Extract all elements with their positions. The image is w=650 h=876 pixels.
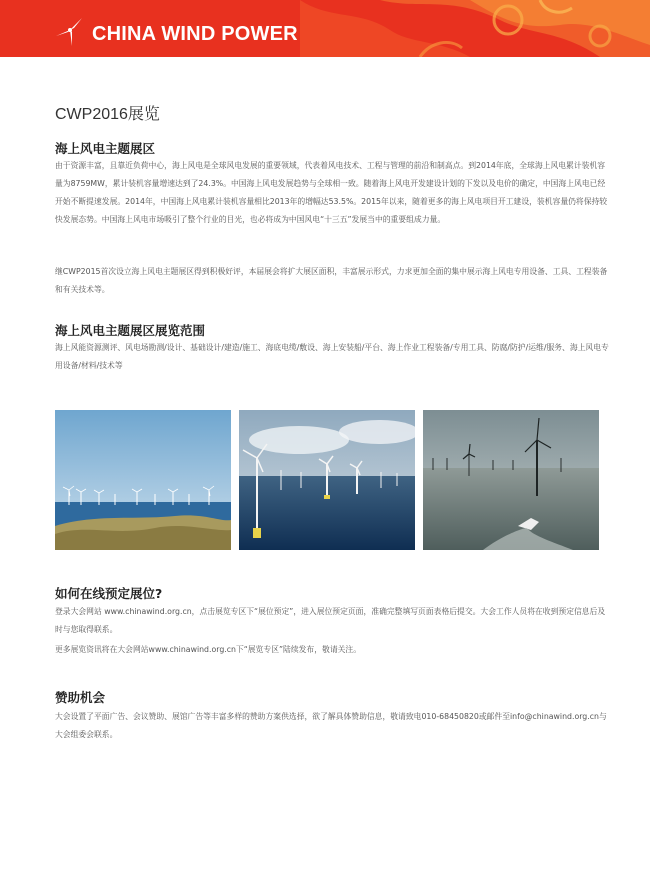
header-banner bbox=[0, 0, 650, 57]
section-title-booking: 如何在线预定展位? bbox=[55, 586, 163, 601]
scope-paragraph: 海上风能资源测评、风电场勘测/设计、基础设计/建造/施工、海底电缆/敷设、海上安装船/平台、海上作业工程装备/专用工具、防腐/防护/运维/服务、海上风电专用设备/材料/技术等 bbox=[55, 343, 609, 370]
sponsor-paragraph: 大会设置了平面广告、会议赞助、展馆广告等丰富多样的赞助方案供选择，欲了解具体赞助信息，敬请致电010-68450820或邮件至info@chinawind.org.cn与大会组委会联系。 bbox=[55, 712, 607, 739]
brand-name: CHINA WIND POWER bbox=[92, 23, 298, 45]
booking-paragraph-1: 登录大会网站 www.chinawind.org.cn，点击展览专区下“展位预定”，进入展位预定页面，准确完整填写页面表格后提交。大会工作人员将在收到预定信息后及时与您取得联系。 bbox=[55, 607, 606, 634]
page-title: CWP2016展览 bbox=[55, 106, 160, 123]
section-title-scope: 海上风电主题展区展览范围 bbox=[55, 323, 206, 338]
offshore-paragraph-1: 由于资源丰富，且靠近负荷中心，海上风电是全球风电发展的重要领域，代表着风电技术、工程与管理的前沿和制高点。到2014年底，全球海上风电累计装机容量为8759MW，累计装机容量增速达到了24.3%。中国海上风电发展趋势与全球相一致。随着海上风电开发建设计划的下发以及电价的确定，中国海上风电已经开始不断提速发展。2014年，中国海上风电累计装机容量相比2013年的增幅达53.5%。2015年以来，随着更多的海上风电项目开工建设，装机容量仍将保持较快发展态势。中国海上风电市场吸引了整个行业的目光，也必将成为中国风电“十三五”发展当中的重要组成力量。 bbox=[55, 161, 608, 224]
wind-turbine-icon bbox=[52, 12, 88, 48]
photo-offshore-wind-farm-sea bbox=[239, 410, 415, 550]
offshore-paragraph-2: 继CWP2015首次设立海上风电主题展区得到积极好评，本届展会将扩大展区面积，丰富展示形式，力求更加全面的集中展示海上风电专用设备、工具、工程装备和有关技术等。 bbox=[55, 267, 608, 294]
photo-offshore-turbines-coast bbox=[55, 410, 231, 550]
section-title-offshore: 海上风电主题展区 bbox=[55, 141, 156, 156]
section-title-sponsor: 赞助机会 bbox=[55, 690, 106, 705]
booking-paragraph-2: 更多展览资讯将在大会网站www.chinawind.org.cn下“展览专区”陆续发布，敬请关注。 bbox=[55, 645, 362, 654]
photo-wind-farm-boat bbox=[423, 410, 599, 550]
